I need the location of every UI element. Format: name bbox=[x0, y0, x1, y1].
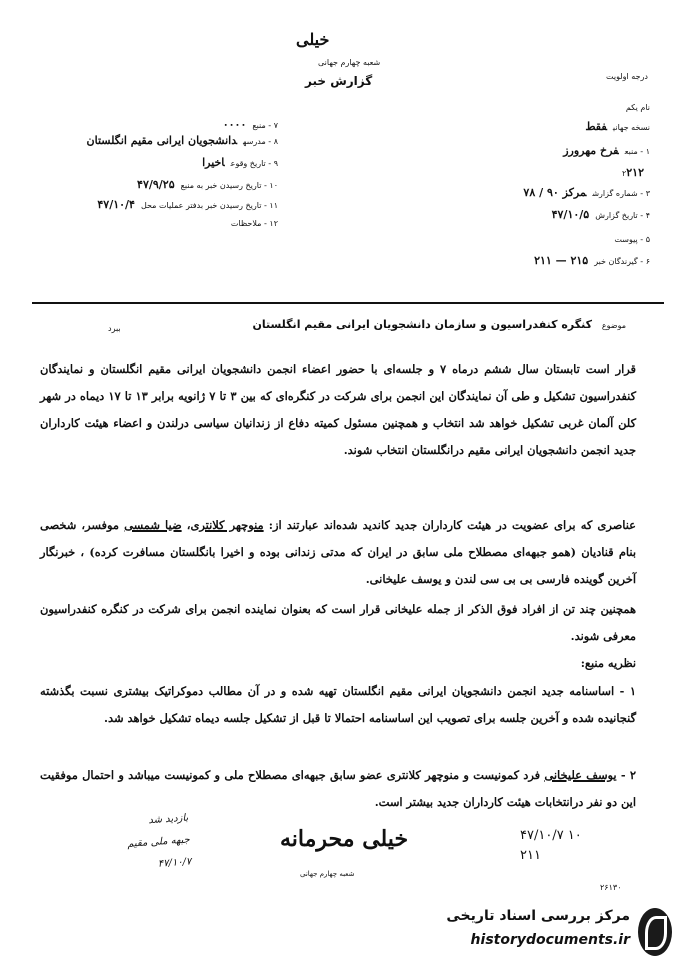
field-name: نام یکم bbox=[625, 103, 650, 112]
opinion-item-2 bbox=[40, 762, 636, 816]
watermark bbox=[400, 906, 670, 958]
candidate-separator: ، bbox=[186, 518, 191, 532]
field-date-occurred: ۹ - تاریخ وقوعاخیرا bbox=[202, 156, 278, 169]
subject-to: ببرد bbox=[108, 324, 121, 333]
header-divider bbox=[32, 302, 664, 304]
field-report-number: ۳ - شماره گزارشمرکز ۹۰ / ۷۸ bbox=[523, 186, 650, 199]
subject-text: کنگره کنفدراسیون و سازمان دانشجویان ایرانی مقیم انگلستان bbox=[252, 318, 593, 331]
footer-date-1: ۴۷/۱۰/۷ ۱۰ bbox=[520, 828, 582, 843]
opinion-item-2-text: فرد کمونیست و منوچهر کلانتری عضو سابق جبهه‌ای مصطلاح ملی و کمونیست میباشد و احتمال موفقیت این دو نفر درانتخابات هیئت کارداران جدید بیشتر است. bbox=[40, 768, 636, 809]
opinion-item-2-name: یوسف علیخانی bbox=[544, 768, 617, 782]
field-code: ۲۲۱۲ bbox=[621, 166, 644, 179]
handwritten-note-3: ۴۷/۱۰/۷ bbox=[157, 856, 192, 870]
footer-date-2: ۲۱۱ bbox=[520, 848, 541, 863]
doc-title: گزارش خبر bbox=[305, 74, 373, 88]
body-paragraph-2 bbox=[40, 512, 636, 593]
field-date-received-source: ۱۰ - تاریخ رسیدن خبر به منبع۴۷/۹/۲۵ bbox=[137, 178, 278, 191]
handwritten-note-1: بازدید شد bbox=[148, 812, 189, 827]
field-date-received-office: ۱۱ - تاریخ رسیدن خبر بدفتر عملیات محل۴۷/۱۰/۴ bbox=[97, 198, 278, 211]
signature: خیلی محرمانه bbox=[280, 826, 409, 852]
watermark-url: historydocuments.ir bbox=[470, 932, 630, 948]
opinion-item-1: ۱ - اساسنامه جدید انجمن دانشجویان ایرانی مقیم انگلستان تهیه شده و در آن مطالب دموکراتیک بیشتری نسبت بگذشته گنجانیده شده و آخرین جلسه برای تصویب این اساسنامه احتمالا تا قبل از تشکیل جلسه دیماه تشکیل خواهد شد. bbox=[40, 684, 636, 725]
field-source-name: ۱ - منبعفرخ مهرورز bbox=[563, 144, 650, 157]
subject-label: موضوع bbox=[601, 321, 626, 330]
handwritten-note-2: جبهه ملی مقیم bbox=[126, 834, 191, 850]
field-source: ۷ - منبع۰۰۰۰ bbox=[222, 118, 278, 131]
opinion-label: نظریه منبع: bbox=[580, 656, 636, 670]
watermark-text: مرکز بررسی اسناد تاریخی bbox=[446, 908, 630, 924]
field-copy: نسخه جهانیفقط bbox=[585, 120, 650, 133]
priority-label: درجه اولویت bbox=[606, 72, 648, 81]
org-line: شعبه چهارم جهانی bbox=[318, 58, 381, 67]
field-attachment: ۵ - پیوست bbox=[614, 235, 650, 244]
handwritten-notes bbox=[58, 808, 192, 883]
field-school: ۸ - مدرسهدانشجویان ایرانی مقیم انگلستان bbox=[86, 134, 278, 147]
page-number: ۲۶۱۳۰ bbox=[600, 883, 622, 892]
body-paragraph-1: قرار است تابستان سال ششم درماه ۷ و جلسه‌ای با حضور اعضاء انجمن دانشجویان ایرانی مقیم انگلستان و نمایندگان کنفدراسیون تشکیل و طی آن نمایندگان این انجمن برای شرکت در کنگره‌ای که بین ۳ تا ۷ ژانویه برابر ۱۳ تا ۱۷ دیماه در شهر کلن آلمان غربی تشکیل خواهد شد انتخاب و همچنین مسئول کمیته دفاع از زندانیان سیاسی درلندن و اعضاء هیئت کارداران جدید انجمن دانشجویان ایرانی مقیم درانگلستان انتخاب شوند. bbox=[40, 362, 636, 457]
opinion-item-2-number: ۲ - bbox=[616, 768, 636, 782]
field-report-date: ۴ - تاریخ گزارش۴۷/۱۰/۵ bbox=[551, 208, 650, 221]
candidates-rest: موفسر، شخصی بنام قنادیان (همو جبهه‌ای مصطلاح ملی سابق در ایران که مدتی زندانی بوده و اخیرا بانگلستان مسافرت کرده) ، خبرنگار آخرین گوینده فارسی بی بی سی لندن و یوسف علیخانی. bbox=[40, 518, 636, 586]
field-notes: ۱۲ - ملاحظات bbox=[230, 219, 278, 228]
footer-dates bbox=[520, 826, 582, 866]
top-scribble: خیلی bbox=[296, 30, 330, 49]
subject-line bbox=[108, 318, 626, 333]
candidate-name-2: ضیا شمسی bbox=[124, 518, 182, 532]
field-recipients: ۶ - گیرندگان خبر۲۱۵ — ۲۱۱ bbox=[534, 254, 650, 267]
candidates-intro: عناصری که برای عضویت در هیئت کارداران جدید کاندید شده‌اند عبارتند از: bbox=[268, 518, 636, 532]
body-paragraph-3: همچنین چند تن از افراد فوق الذکر از جمله علیخانی قرار است که بعنوان نماینده انجمن برای شرکت در کنگره کنفدراسیون معرفی شوند. bbox=[40, 602, 636, 643]
candidate-name-1: منوچهر کلانتری bbox=[190, 518, 264, 532]
archive-logo-icon bbox=[638, 908, 672, 956]
signature-sub: شعبه چهارم جهانی bbox=[300, 870, 355, 878]
